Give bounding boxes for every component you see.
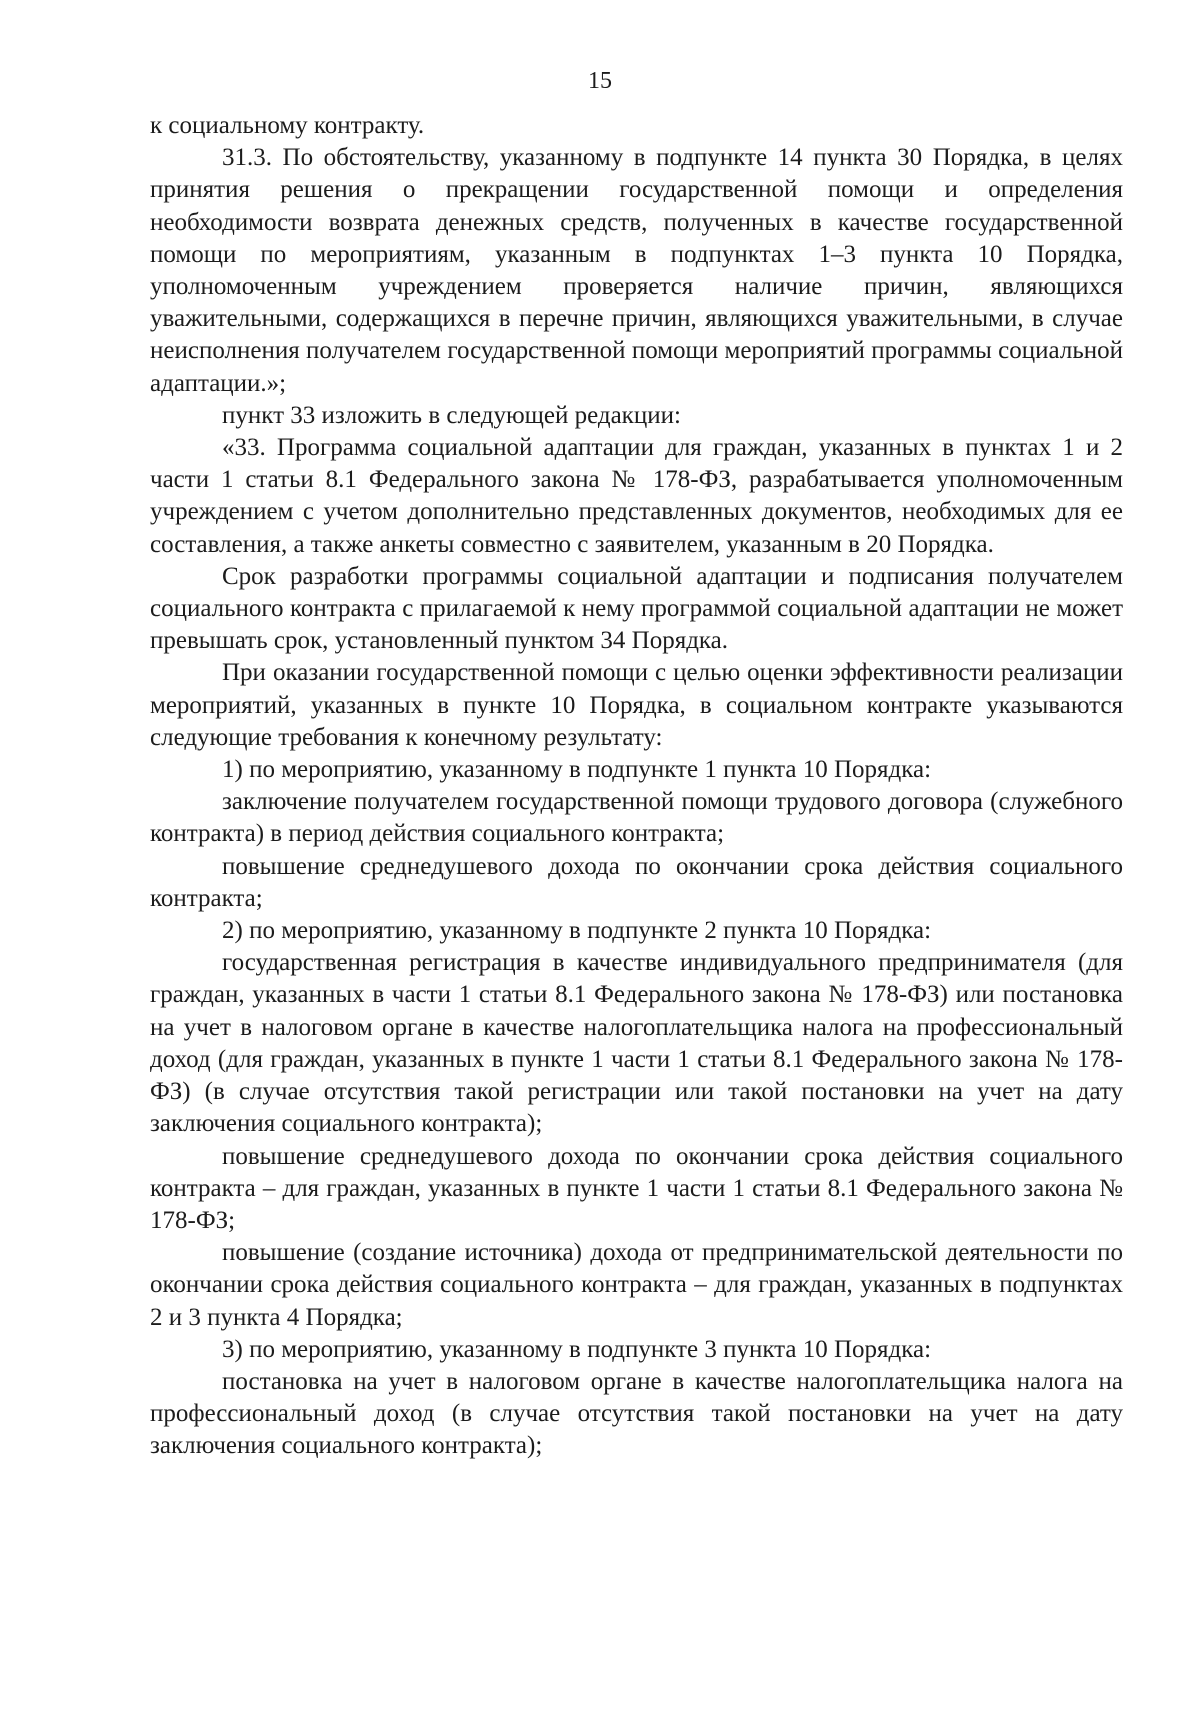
document-body [150,110,1123,1463]
paragraph-deadline: Срок разработки программы социальной адаптации и подписания получателем социального контракта с прилагаемой к нему программой социальной адаптации не может превышать срок, установленный пунктом 34 Порядка. [150,562,1123,655]
list-item-2-a: государственная регистрация в качестве индивидуального предпринимателя (для граждан, указанных в части 1 статьи 8.1 Федерального закона № 178-ФЗ) или постановка на учет в налоговом органе в качестве налогоплательщика налога на профессиональный доход (для граждан, указанных в пункте 1 части 1 статьи 8.1 Федерального закона № 178-ФЗ) (в случае отсутствия такой регистрации или такой постановки на учет на дату заключения социального контракта); [150,949,1123,1138]
list-item-2: 2) по мероприятию, указанному в подпункте 2 пункта 10 Порядка: [222,917,932,945]
list-item-3-a: постановка на учет в налоговом органе в качестве налогоплательщика налога на профессиональный доход (в случае отсутствия такой постановки на учет на дату заключения социального контракта); [150,1367,1123,1460]
list-item-1-a: заключение получателем государственной помощи трудового договора (служебного контракта) в период действия социального контракта; [150,788,1123,848]
paragraph-requirements-intro: При оказании государственной помощи с целью оценки эффективности реализации мероприятий, указанных в пункте 10 Порядка, в социальном контракте указываются следующие требования к конечному результату: [150,659,1123,751]
list-item-1: 1) по мероприятию, указанному в подпункте 1 пункта 10 Порядка: [222,756,932,784]
paragraph-instruction-33: пункт 33 изложить в следующей редакции: [222,401,681,429]
page-number: 15 [588,68,612,94]
paragraph-31-3: 31.3. По обстоятельству, указанному в подпункте 14 пункта 30 Порядка, в целях принятия решения о прекращении государственной помощи и определения необходимости возврата денежных средств, полученных в качестве государственной помощи по мероприятиям, указанным в подпунктах 1–3 пункта 10 Порядка, уполномоченным учреждением проверяется наличие причин, являющихся уважительными, содержащихся в перечне причин, являющихся уважительными, в случае неисполнения получателем государственной помощи мероприятий программы социальной адаптации.»; [150,144,1123,397]
list-item-2-c: повышение (создание источника) дохода от предпринимательской деятельности по окончании срока действия социального контракта – для граждан, указанных в подпунктах 2 и 3 пункта 4 Порядка; [150,1239,1123,1331]
list-item-2-b: повышение среднедушевого дохода по окончании срока действия социального контракта – для граждан, указанных в пункте 1 части 1 статьи 8.1 Федерального закона № 178-ФЗ; [150,1142,1123,1234]
list-item-1-b: повышение среднедушевого дохода по окончании срока действия социального контракта; [150,852,1123,912]
paragraph-continuation: к социальному контракту. [150,112,425,139]
list-item-3: 3) по мероприятию, указанному в подпункте 3 пункта 10 Порядка: [222,1335,932,1363]
paragraph-33: «33. Программа социальной адаптации для граждан, указанных в пунктах 1 и 2 части 1 статьи 8.1 Федерального закона № 178-ФЗ, разрабатывается уполномоченным учреждением с учетом дополнительно представленных документов, необходимых для ее составления, а также анкеты совместно с заявителем, указанным в 20 Порядка. [150,434,1123,558]
